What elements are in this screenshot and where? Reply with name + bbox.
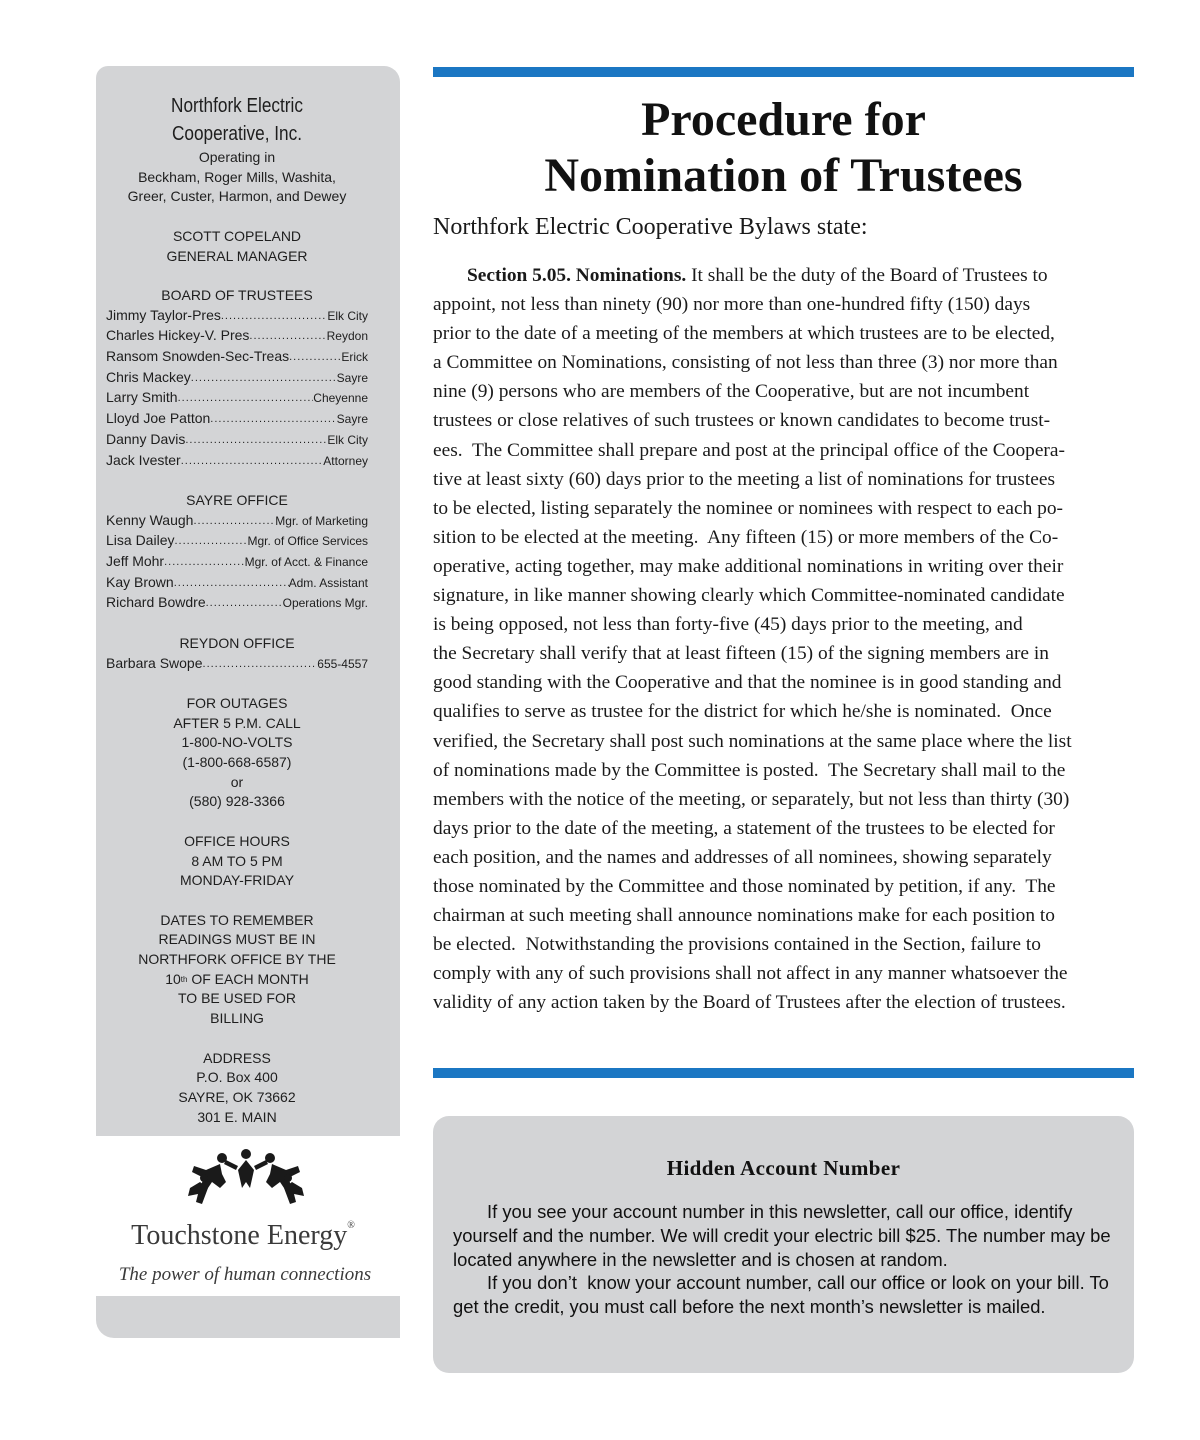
dates-line: READINGS MUST BE IN — [158, 931, 316, 948]
board-heading: BOARD OF TRUSTEES — [161, 286, 313, 303]
dates-line: BILLING — [210, 1010, 264, 1027]
board-list — [106, 306, 368, 472]
staff-row: Jeff Mohr ..... Mgr. of Acct. & Finance — [106, 552, 368, 573]
staff-row: Barbara Swope ..... 655-4557 — [106, 654, 368, 675]
hidden-account-paragraph: If you see your account number in this newsletter, call our office, identify yourself and the number. We will credit your electric bill $25. The number may be located anywhere in the newsletter and is chosen at random. — [453, 1201, 1111, 1270]
office-hours-heading: OFFICE HOURS — [184, 832, 290, 849]
section-label: Section 5.05. Nominations. — [467, 265, 687, 286]
address-line: SAYRE, OK 73662 — [178, 1088, 296, 1105]
outage-phone: 1-800-NO-VOLTS — [181, 734, 293, 751]
staff-row: Lisa Dailey ..... Mgr. of Office Services — [106, 531, 368, 552]
sidebar — [96, 66, 400, 1336]
office-hours-time: 8 AM TO 5 PM — [191, 852, 283, 869]
board-row: Jack Ivester ..... Attorney — [106, 451, 368, 472]
staff-row: Kay Brown ..... Adm. Assistant — [106, 573, 368, 594]
outage-phone-numeric: (1-800-668-6587) — [182, 754, 292, 771]
manager-title: GENERAL MANAGER — [166, 247, 308, 264]
hidden-account-box — [433, 1116, 1134, 1373]
sidebar-content — [106, 92, 368, 1127]
people-circle-icon — [186, 1148, 306, 1218]
bottom-accent-bar — [433, 1068, 1134, 1078]
dates-line: 10th OF EACH MONTH — [165, 970, 309, 987]
address-heading: ADDRESS — [203, 1049, 271, 1066]
board-row: Jimmy Taylor-Pres ..... Elk City — [106, 306, 368, 327]
address-line: 301 E. MAIN — [197, 1108, 277, 1125]
board-row: Charles Hickey-V. Pres ..... Reydon — [106, 326, 368, 347]
bylaws-section-text: Section 5.05. Nominations. It shall be the duty of the Board of Trustees to appoint, not less than ninety (90) nor more than one-hundred fifty (150) days prior to the date of a meeting of the members at which trustees are to be elected, a Committee on Nominations, consisting of not less than three (3) nor more than nine (9) persons who are members of the Cooperative, but are not incumbent trustees or close relatives of such trustees or known candidates to become trust- ees. The Committee shall prepare and post at the principal office of the Coopera- tive at least sixty (60) days prior to the meeting a list of nominations for trustees to be elected, listing separately the nominee or nominees with respect to each po- sition to be elected at the meeting. Any fifteen (15) or more members of the Co- operative, acting together, may make additional nominations in writing over their signature, in like manner showing clearly which Committee-nominated candidate is being opposed, not less than forty-five (45) days prior to the meeting, and the Secretary shall verify that at least fifteen (15) of the signing members are in good standing with the Cooperative and that the nominee is in good standing and qualifies to serve as trustee for the district for which he/she is nominated. Once verified, the Secretary shall post such nominations at the same place where the list of nominations made by the Committee is posted. The Secretary shall mail to the members with the notice of the meeting, or separately, but not less than thirty (30) days prior to the date of the meeting, a statement of the trustees to be elected for each position, and the names and addresses of all nominees, showing separately those nominated by the Committee and those nominated by petition, if any. The chairman at such meeting shall announce nominations make for each position to be elected. Notwithstanding the provisions contained in the Section, failure to comply with any of such provisions shall not affect in any manner whatsoever the validity of any action taken by the Board of Trustees after the election of trustees. — [433, 265, 1072, 1014]
hidden-account-paragraph: If you don’t know your account number, call our office or look on your bill. To get the credit, you must call before the next month’s newsletter is mailed. — [453, 1272, 1115, 1318]
logo-tagline: The power of human connections — [118, 1264, 372, 1285]
sidebar-footer-panel — [96, 1296, 400, 1338]
office-phone: (580) 928-3366 — [189, 793, 285, 810]
staff-row: Kenny Waugh ..... Mgr. of Marketing — [106, 511, 368, 532]
operating-in: Operating in — [198, 149, 276, 165]
counties-line-1: Beckham, Roger Mills, Washita, — [138, 168, 336, 185]
sayre-office-heading: SAYRE OFFICE — [186, 491, 288, 508]
outages-line: AFTER 5 P.M. CALL — [173, 714, 301, 731]
office-hours-days: MONDAY-FRIDAY — [179, 872, 295, 889]
staff-row: Richard Bowdre ..... Operations Mgr. — [106, 593, 368, 614]
dates-line: NORTHFORK OFFICE BY THE — [138, 951, 336, 968]
reydon-office-heading: REYDON OFFICE — [179, 634, 295, 651]
outages-line: or — [230, 773, 244, 790]
board-row: Chris Mackey ..... Sayre — [106, 368, 368, 389]
board-row: Danny Davis ..... Elk City — [106, 430, 368, 451]
page-title: Procedure for Nomination of Trustees — [544, 93, 1023, 202]
counties-line-2: Greer, Custer, Harmon, and Dewey — [127, 188, 347, 205]
lead-line: Northfork Electric Cooperative Bylaws state: — [433, 214, 868, 240]
sayre-staff-list — [106, 511, 368, 615]
outages-line: FOR OUTAGES — [186, 694, 288, 711]
coop-name-line-1: Northfork Electric — [171, 95, 303, 117]
hidden-account-text — [453, 1200, 1113, 1319]
touchstone-energy-logo — [108, 1148, 388, 1298]
board-row: Lloyd Joe Patton ..... Sayre — [106, 409, 368, 430]
dates-line: TO BE USED FOR — [178, 990, 296, 1007]
hidden-account-title: Hidden Account Number — [666, 1156, 901, 1180]
address-line: P.O. Box 400 — [196, 1069, 278, 1086]
dates-heading: DATES TO REMEMBER — [160, 911, 314, 928]
board-row: Larry Smith ..... Cheyenne — [106, 388, 368, 409]
logo-wordmark: Touchstone Energy® — [131, 1220, 355, 1251]
manager-name: SCOTT COPELAND — [172, 227, 302, 244]
coop-name-line-2: Cooperative, Inc. — [171, 123, 303, 145]
top-accent-bar — [433, 67, 1134, 77]
board-row: Ransom Snowden-Sec-Treas ..... Erick — [106, 347, 368, 368]
